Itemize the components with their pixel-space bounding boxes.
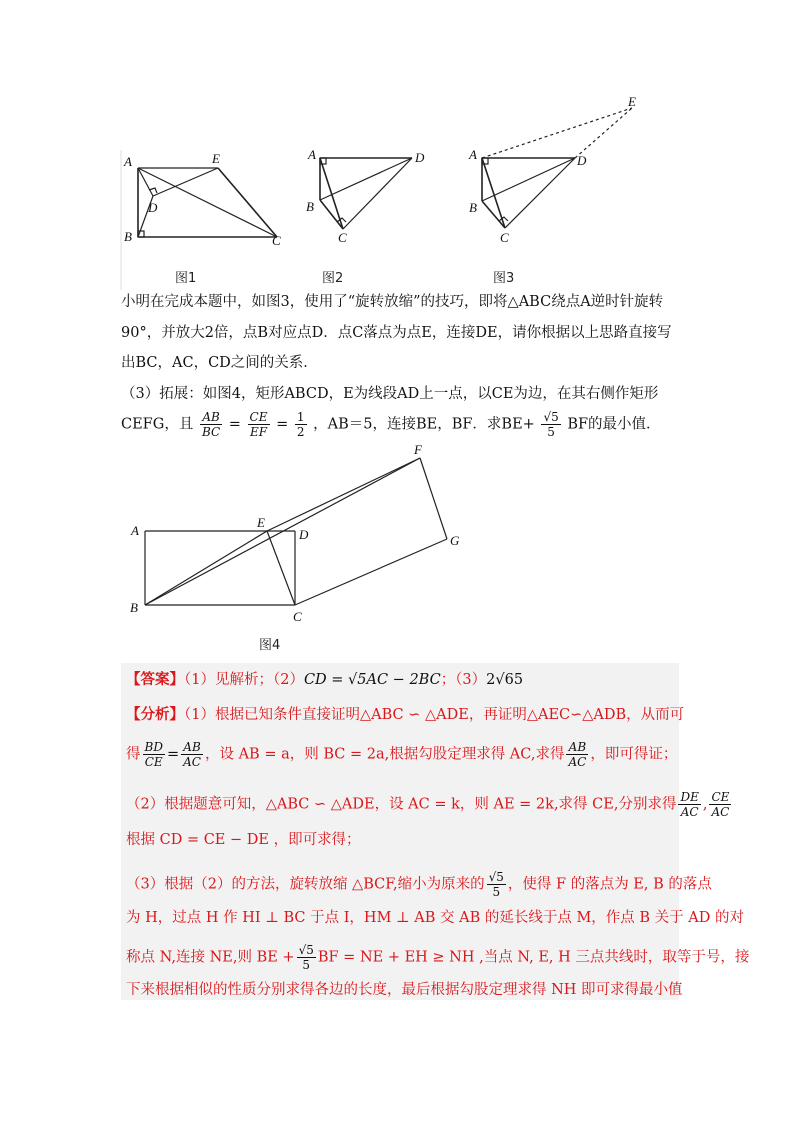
answer-part-2: ；（3） <box>440 672 487 688</box>
problem-line-2: 90°，并放大2倍，点B对应点D．点C落点为点E，连接DE，请你根据以上思路直接写 <box>121 325 672 341</box>
figure-2-caption: 图2 <box>322 271 344 286</box>
fraction-sqrt5-5-c: $\frac{√5}{5}$ <box>298 943 314 972</box>
fig3-label-d: D <box>577 153 587 168</box>
figure-3-caption: 图3 <box>493 271 515 286</box>
problem-line-3: 出BC，AC，CD之间的关系． <box>121 355 318 371</box>
fraction-ab-bc: $\frac{AB}{BC}$ <box>201 410 221 439</box>
analysis-text-7a: 称点 N,连接 NE,则 BE + <box>126 949 295 966</box>
fig3-label-e: E <box>628 94 636 109</box>
fig1-label-a: A <box>124 154 132 169</box>
figure-4 <box>0 440 800 655</box>
fraction-ce-ac: $\frac{CE}{AC}$ <box>711 790 730 819</box>
figure-1-3-labels <box>123 94 636 248</box>
fig1-label-b: B <box>124 229 132 244</box>
analysis-tag: 【分析】 <box>126 706 184 723</box>
equals-sign-2: = <box>276 416 289 433</box>
fig4-label-d: D <box>299 527 309 542</box>
fig1-label-d: D <box>148 200 158 215</box>
fig2-label-a: A <box>308 147 316 162</box>
figure-2 <box>320 158 412 229</box>
analysis-line-5 <box>126 870 712 899</box>
fraction-bd-ce: $\frac{BD}{CE}$ <box>144 740 163 769</box>
problem-line-5-end: BF的最小值． <box>567 416 661 433</box>
problem-line-5-start: CEFG，且 <box>121 416 194 433</box>
analysis-text-1: （1）根据已知条件直接证明△ABC ∽ △ADE，再证明△AEC∽△ADB，从而可 <box>184 707 685 723</box>
analysis-line-8: 下来根据相似的性质分别求得各边的长度，最后根据勾股定理求得 NH 即可求得最小值 <box>126 982 683 998</box>
fig2-label-d: D <box>415 150 425 165</box>
fig4-label-c: C <box>293 609 302 624</box>
problem-line-5-mid: ，AB＝5，连接BE，BF．求BE+ <box>313 416 535 433</box>
fig4-label-a: A <box>131 523 139 538</box>
answer-equation: CD = √5AC − 2BC <box>303 672 441 688</box>
fig4-label-g: G <box>450 533 460 548</box>
analysis-text-7b: BF = NE + EH ≥ NH ,当点 N, E, H 三点共线时，取等于号，接 <box>317 949 750 966</box>
answer-tag: 【答案】 <box>126 671 184 688</box>
analysis-text-2b: ，设 AB = a，则 BC = 2a,根据勾股定理求得 AC,求得 <box>204 746 565 763</box>
fig3-label-a: A <box>469 147 477 162</box>
fig3-label-c: C <box>500 230 509 245</box>
problem-line-5 <box>121 410 661 439</box>
analysis-text-2c: ，即可得证； <box>590 746 678 763</box>
analysis-text-5b: ，使得 F 的落点为 E, B 的落点 <box>507 876 712 893</box>
fig1-label-c: C <box>272 233 281 248</box>
analysis-line-4: 根据 CD = CE − DE ，即可求得； <box>126 832 361 848</box>
fig2-label-c: C <box>338 230 347 245</box>
answer-value: 2√65 <box>486 672 524 688</box>
fraction-ab-ac-2: $\frac{AB}{AC}$ <box>568 740 587 769</box>
fraction-sqrt5-5: $\frac{√5}{5}$ <box>543 410 559 439</box>
problem-line-1: 小明在完成本题中，如图3，使用了“旋转放缩”的技巧，即将△ABC绕点A逆时针旋转 <box>121 294 664 310</box>
figure-1-caption: 图1 <box>175 271 197 286</box>
problem-line-4: （3）拓展：如图4，矩形ABCD，E为线段AD上一点，以CE为边，在其右侧作矩形 <box>121 386 659 402</box>
figures-1-3 <box>0 0 800 300</box>
fraction-ce-ef: $\frac{CE}{EF}$ <box>249 410 268 439</box>
fraction-ab-ac: $\frac{AB}{AC}$ <box>183 740 201 769</box>
answer-part-1: （1）见解析；（2） <box>184 672 304 688</box>
analysis-line-2: 得 $\frac{BD}{CE}$ = $\frac{AB}{AC}$ ，设 AB = a，则 BC = 2a,根据勾股定理求得 AC,求得 $\frac{AB}{AC}$ ，即可得证； <box>126 740 678 769</box>
analysis-text-2a: 得 <box>126 746 141 763</box>
fig4-label-b: B <box>130 600 138 615</box>
equals-sign-1: = <box>228 416 241 433</box>
fig1-label-e: E <box>212 151 220 166</box>
analysis-line-6: 为 H，过点 H 作 HI ⊥ BC 于点 I，HM ⊥ AB 交 AB 的延长线于点 M，作点 B 关于 AD 的对 <box>126 910 744 926</box>
analysis-text-5a: （3）根据（2）的方法，旋转放缩 △BCF,缩小为原来的 <box>126 876 485 893</box>
figure-3 <box>482 108 632 228</box>
answer-line <box>126 668 523 692</box>
figure-4-caption: 图4 <box>259 638 281 653</box>
fig3-label-b: B <box>469 200 477 215</box>
analysis-line-3: （2）根据题意可知，△ABC ∽ △ADE，设 AC = k，则 AE = 2k,求得 CE,分别求得 $\frac{DE}{AC}$ , $\frac{CE}{AC}$ <box>126 790 730 819</box>
fraction-one-half: $\frac{1}{2}$ <box>296 410 305 439</box>
analysis-text-3: （2）根据题意可知，△ABC ∽ △ADE，设 AC = k，则 AE = 2k,求得 CE,分别求得 <box>126 796 677 813</box>
analysis-line-1 <box>126 703 684 727</box>
figure-1 <box>138 168 277 237</box>
fig4-label-e: E <box>257 515 265 530</box>
analysis-line-7 <box>126 943 749 972</box>
fraction-de-ac: $\frac{DE}{AC}$ <box>680 790 699 819</box>
fig4-label-f: F <box>414 442 422 457</box>
fig2-label-b: B <box>306 199 314 214</box>
fraction-sqrt5-5-b: $\frac{√5}{5}$ <box>488 870 504 899</box>
